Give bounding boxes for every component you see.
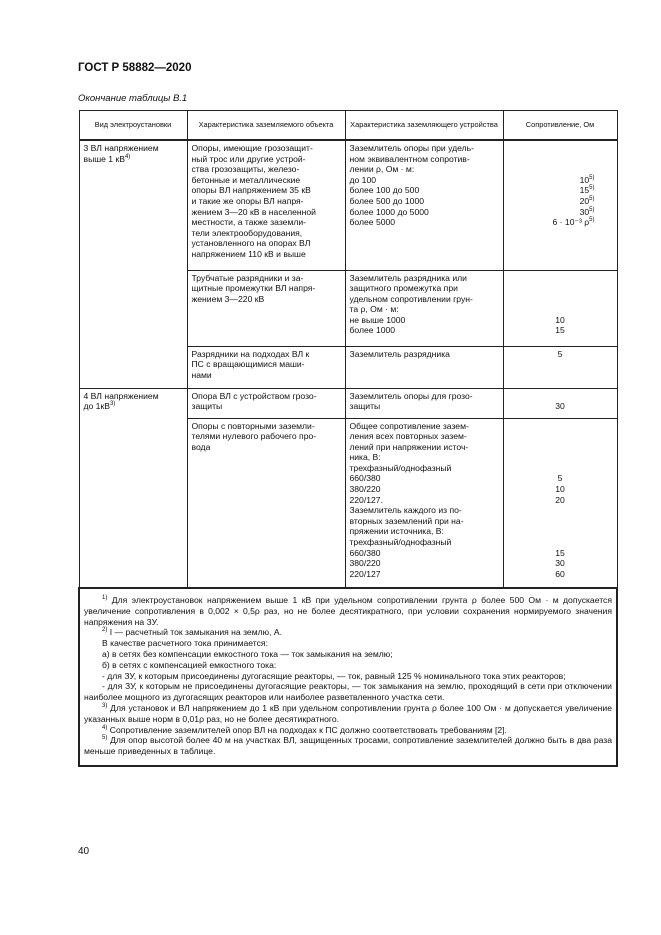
table-header-row — [79, 111, 617, 141]
col-header-installation: Вид электроустановки — [79, 111, 187, 141]
notes-row — [79, 588, 617, 766]
device-cell: Заземлитель опоры для грозо- защиты — [345, 388, 503, 418]
col-header-device: Характеристика заземляющего устройства — [345, 111, 503, 141]
resistance-cell: 5 — [503, 346, 617, 388]
document-id: ГОСТ Р 58882—2020 — [78, 62, 192, 74]
grounding-table — [78, 110, 618, 767]
device-cell: Заземлитель разрядника — [345, 346, 503, 388]
resistance-cell: 10$^{5)}$ 15$^{5)}$ 20$^{5)}$ 30$^{5)}$ 6 · 10⁻³ $\rho^{5)}$ — [503, 140, 617, 270]
device-cell: Общее сопротивление зазем- ления всех повторных зазем- лений при напряжении источ- ника, В: трехфазный/однофазный 660/380 380/220 220/127. Заземлитель каждого из по- вторных заземлений при на- пряжении источника, В: трехфазный/однофазный 660/380 380/220 220/127 — [345, 418, 503, 588]
page-number: 40 — [78, 846, 90, 857]
col-header-object: Характеристика заземляемого объекта — [187, 111, 345, 141]
table-notes: $^{1)}$ Для электроустановок напряжением выше 1 кВ при удельном сопротивлении грунта ρ более 500 Ом · м допускается увеличение сопротивления в 0,002 × 0,5ρ раз, но не более десятикратного, при условии сохранения нормируемого значения напряжения на ЗУ. $^{2)}$ I — расчетный ток замыкания на землю, А. В качестве расчетного тока принимается: а) в сетях без компенсации емкостного тока — ток замыкания на землю; б) в сетях с компенсацией емкостного тока: - для ЗУ, к которым присоединены дугогасящие реакторы, — ток, равный 125 % номинального тока этих реакторов; - для ЗУ, к которым не присоединены дугогасящие реакторы, — ток замыкания на землю, проходящий в сети при отключении наиболее мощного из дугогасящих реакторов или наиболее разветвленного участка сети. $^{3)}$ Для установок и ВЛ напряжением до 1 кВ при удельном сопротивлении грунта ρ более 100 Ом · м допускается увеличение указанных выше норм в 0,01ρ раз, но не более десятикратного. $^{4)}$ Сопротивление заземлителей опор ВЛ на подходах к ПС должно соответствовать требованиям [2]. $^{5)}$ Для опор высотой более 40 м на участках ВЛ, защищенных тросами, сопротивление заземлителей должно быть в два раза меньше приведенных в таблице. — [79, 588, 617, 766]
resistance-cell: 5 10 20 15 30 60 — [503, 418, 617, 588]
table-caption: Окончание таблицы В.1 — [78, 93, 188, 104]
resistance-cell: 30 — [503, 388, 617, 418]
device-cell: Заземлитель разрядника или защитного промежутка при удельном сопротивлении грун- та ρ, Ом · м: не выше 1000 более 1000 — [345, 270, 503, 346]
object-cell: Опоры с повторными заземли- телями нулевого рабочего про- вода — [187, 418, 345, 588]
col-header-resistance: Сопротивление, Ом — [503, 111, 617, 141]
installation-cell-4: 4 ВЛ напряжением до $1кВ^{3)}$ — [79, 388, 187, 588]
table-row — [79, 388, 617, 418]
object-cell: Опоры, имеющие грозозащит- ный трос или другие устрой- ства грозозащиты, железо- бетонные и металлические опоры ВЛ напряжением 35 кВ и такие же опоры ВЛ напря- жением 3—20 кВ в населенной местности, а также заземли- тели электрооборудования, установленного на опорах ВЛ напряжением 110 кВ и выше — [187, 140, 345, 270]
installation-cell-3: 3 ВЛ напряжением выше 1 $кВ^{4)}$ — [79, 140, 187, 388]
object-cell: Трубчатые разрядники и за- щитные промежутки ВЛ напря- жением 3—220 кВ — [187, 270, 345, 346]
object-cell: Разрядники на подходах ВЛ к ПС с вращающимися маши- нами — [187, 346, 345, 388]
table-row — [79, 140, 617, 270]
device-cell: Заземлитель опоры при удель- ном эквивалентном сопротив- лении ρ, Ом · м: до 100 более 100 до 500 более 500 до 1000 более 1000 до 5000 более 5000 — [345, 140, 503, 270]
resistance-cell: 10 15 — [503, 270, 617, 346]
object-cell: Опора ВЛ с устройством грозо- защиты — [187, 388, 345, 418]
